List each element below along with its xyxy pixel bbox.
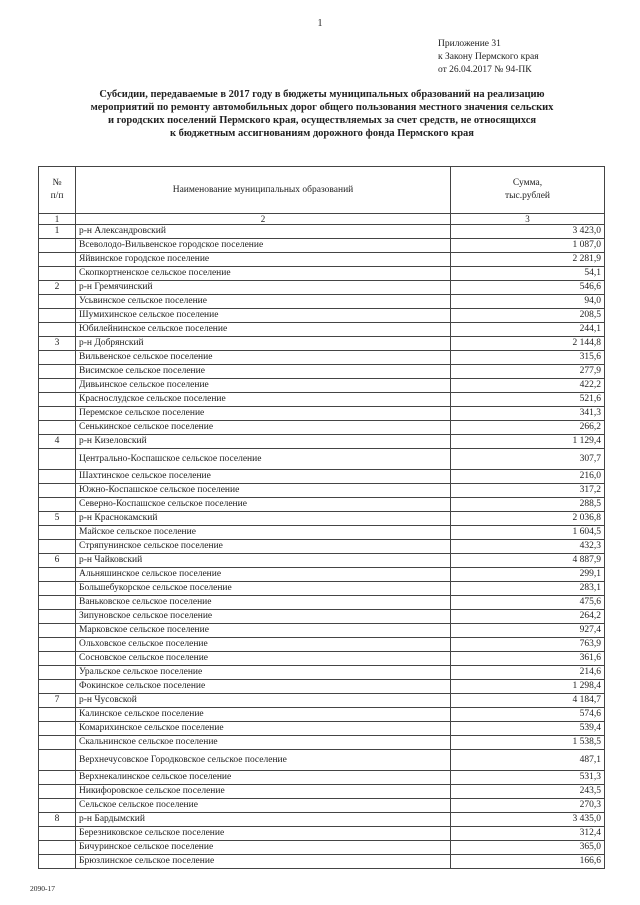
column-index-row <box>39 214 605 225</box>
header-number <box>39 167 76 214</box>
row-sum: 208,5 <box>451 309 605 323</box>
table-row <box>39 295 605 309</box>
row-sum: 264,2 <box>451 610 605 624</box>
row-sum: 54,1 <box>451 267 605 281</box>
table-row <box>39 253 605 267</box>
row-sum: 763,9 <box>451 638 605 652</box>
row-number: 4 <box>39 435 76 449</box>
row-name: Никифоровское сельское поселение <box>76 785 451 799</box>
row-number <box>39 799 76 813</box>
row-sum: 422,2 <box>451 379 605 393</box>
row-name: Перемское сельское поселение <box>76 407 451 421</box>
row-number <box>39 736 76 750</box>
row-number <box>39 827 76 841</box>
table-row <box>39 484 605 498</box>
row-name: Калинское сельское поселение <box>76 708 451 722</box>
table-row <box>39 470 605 484</box>
row-number <box>39 582 76 596</box>
row-name: Альняшинское сельское поселение <box>76 568 451 582</box>
row-sum: 1 298,4 <box>451 680 605 694</box>
row-number <box>39 750 76 771</box>
row-sum: 1 604,5 <box>451 526 605 540</box>
table-row <box>39 449 605 470</box>
subsidies-table <box>38 166 605 869</box>
table-row <box>39 813 605 827</box>
table-row <box>39 596 605 610</box>
row-sum: 531,3 <box>451 771 605 785</box>
row-sum: 4 184,7 <box>451 694 605 708</box>
row-sum: 270,3 <box>451 799 605 813</box>
table-row <box>39 379 605 393</box>
row-sum: 216,0 <box>451 470 605 484</box>
row-sum: 312,4 <box>451 827 605 841</box>
row-number <box>39 484 76 498</box>
table-row <box>39 638 605 652</box>
row-sum: 3 435,0 <box>451 813 605 827</box>
row-name: Висимское сельское поселение <box>76 365 451 379</box>
row-sum: 2 144,8 <box>451 337 605 351</box>
row-number: 5 <box>39 512 76 526</box>
appendix-note <box>438 38 539 77</box>
row-number <box>39 666 76 680</box>
table-row <box>39 407 605 421</box>
row-number: 7 <box>39 694 76 708</box>
table-row <box>39 771 605 785</box>
row-number <box>39 785 76 799</box>
row-sum: 315,6 <box>451 351 605 365</box>
row-name: Яйвинское городское поселение <box>76 253 451 267</box>
row-number: 1 <box>39 225 76 239</box>
row-sum: 166,6 <box>451 855 605 869</box>
row-name: Майское сельское поселение <box>76 526 451 540</box>
row-sum: 341,3 <box>451 407 605 421</box>
row-name: Березниковское сельское поселение <box>76 827 451 841</box>
row-sum: 307,7 <box>451 449 605 470</box>
row-name: Скопкортненское сельское поселение <box>76 267 451 281</box>
table-row <box>39 337 605 351</box>
row-number: 2 <box>39 281 76 295</box>
row-sum: 244,1 <box>451 323 605 337</box>
row-sum: 475,6 <box>451 596 605 610</box>
row-number <box>39 771 76 785</box>
row-number <box>39 624 76 638</box>
table-row <box>39 750 605 771</box>
row-sum: 243,5 <box>451 785 605 799</box>
row-sum: 214,6 <box>451 666 605 680</box>
row-number <box>39 638 76 652</box>
row-name: Всеволодо-Вильвенское городское поселение <box>76 239 451 253</box>
row-sum: 299,1 <box>451 568 605 582</box>
row-number <box>39 652 76 666</box>
table-header-row <box>39 167 605 214</box>
row-name: Зипуновское сельское поселение <box>76 610 451 624</box>
header-number-line: п/п <box>50 191 64 201</box>
row-name: Ваньковское сельское поселение <box>76 596 451 610</box>
row-number <box>39 295 76 309</box>
row-name: Скальнинское сельское поселение <box>76 736 451 750</box>
row-name: Верхнекалинское сельское поселение <box>76 771 451 785</box>
title-line: Субсидии, передаваемые в 2017 году в бюджеты муниципальных образований на реализацию <box>99 89 545 100</box>
page-number: 1 <box>317 18 323 29</box>
appendix-line: к Закону Пермского края <box>438 52 539 62</box>
row-name: Брюзлинское сельское поселение <box>76 855 451 869</box>
table-row <box>39 526 605 540</box>
table-row <box>39 512 605 526</box>
row-name: Шумихинское сельское поселение <box>76 309 451 323</box>
table-row <box>39 568 605 582</box>
row-name: р-н Александровский <box>76 225 451 239</box>
table-row <box>39 736 605 750</box>
row-number: 8 <box>39 813 76 827</box>
row-number <box>39 596 76 610</box>
row-number <box>39 393 76 407</box>
column-index: 2 <box>76 214 451 225</box>
table-row <box>39 841 605 855</box>
row-name: р-н Чусовской <box>76 694 451 708</box>
row-name: Шахтинское сельское поселение <box>76 470 451 484</box>
row-sum: 365,0 <box>451 841 605 855</box>
row-number <box>39 526 76 540</box>
row-number <box>39 323 76 337</box>
row-number: 3 <box>39 337 76 351</box>
row-number <box>39 267 76 281</box>
row-sum: 539,4 <box>451 722 605 736</box>
table-body <box>39 225 605 869</box>
table-row <box>39 582 605 596</box>
header-sum <box>451 167 605 214</box>
row-name: Усьвинское сельское поселение <box>76 295 451 309</box>
table-row <box>39 281 605 295</box>
row-name: Дивьинское сельское поселение <box>76 379 451 393</box>
table-row <box>39 540 605 554</box>
table-row <box>39 309 605 323</box>
table-row <box>39 225 605 239</box>
table-row <box>39 435 605 449</box>
row-sum: 1 129,4 <box>451 435 605 449</box>
table-row <box>39 855 605 869</box>
table-row <box>39 708 605 722</box>
row-name: Северно-Коспашское сельское поселение <box>76 498 451 512</box>
row-sum: 317,2 <box>451 484 605 498</box>
row-name: Марковское сельское поселение <box>76 624 451 638</box>
row-name: р-н Бардымский <box>76 813 451 827</box>
row-sum: 487,1 <box>451 750 605 771</box>
header-name: Наименование муниципальных образований <box>76 167 451 214</box>
column-index: 3 <box>451 214 605 225</box>
table-row <box>39 365 605 379</box>
row-number <box>39 351 76 365</box>
row-sum: 1 087,0 <box>451 239 605 253</box>
row-number <box>39 855 76 869</box>
table-row <box>39 554 605 568</box>
row-number <box>39 610 76 624</box>
row-name: Сенькинское сельское поселение <box>76 421 451 435</box>
row-sum: 574,6 <box>451 708 605 722</box>
row-name: Фокинское сельское поселение <box>76 680 451 694</box>
row-sum: 546,6 <box>451 281 605 295</box>
row-number <box>39 379 76 393</box>
row-sum: 4 887,9 <box>451 554 605 568</box>
title-line: и городских поселений Пермского края, осуществляемых за счет средств, не относящихся <box>107 115 537 126</box>
title-line: к бюджетным ассигнованиям дорожного фонда Пермского края <box>169 128 474 139</box>
row-number <box>39 365 76 379</box>
table-row <box>39 498 605 512</box>
row-name: Верхнечусовское Городковское сельское поселение <box>76 750 451 771</box>
row-number <box>39 421 76 435</box>
table-row <box>39 799 605 813</box>
table-row <box>39 323 605 337</box>
row-name: р-н Чайковский <box>76 554 451 568</box>
table-row <box>39 666 605 680</box>
table-row <box>39 393 605 407</box>
table-row <box>39 722 605 736</box>
row-number: 6 <box>39 554 76 568</box>
row-sum: 521,6 <box>451 393 605 407</box>
row-name: р-н Кизеловский <box>76 435 451 449</box>
row-name: р-н Гремячинский <box>76 281 451 295</box>
row-name: Сельское сельское поселение <box>76 799 451 813</box>
table-row <box>39 680 605 694</box>
row-name: Стряпунинское сельское поселение <box>76 540 451 554</box>
row-sum: 2 036,8 <box>451 512 605 526</box>
row-number <box>39 253 76 267</box>
row-number <box>39 722 76 736</box>
row-sum: 2 281,9 <box>451 253 605 267</box>
row-name: Большебукорское сельское поселение <box>76 582 451 596</box>
row-number <box>39 239 76 253</box>
table-row <box>39 624 605 638</box>
appendix-line: Приложение 31 <box>438 39 501 49</box>
header-number-line: № <box>52 178 62 188</box>
row-sum: 927,4 <box>451 624 605 638</box>
row-number <box>39 540 76 554</box>
row-sum: 361,6 <box>451 652 605 666</box>
column-index: 1 <box>39 214 76 225</box>
row-number <box>39 309 76 323</box>
table-row <box>39 694 605 708</box>
row-sum: 288,5 <box>451 498 605 512</box>
footer-code: 2090-17 <box>30 884 55 893</box>
row-name: Уральское сельское поселение <box>76 666 451 680</box>
table-row <box>39 239 605 253</box>
header-sum-line: тыс.рублей <box>504 191 550 201</box>
table-row <box>39 267 605 281</box>
row-sum: 277,9 <box>451 365 605 379</box>
row-sum: 283,1 <box>451 582 605 596</box>
row-sum: 266,2 <box>451 421 605 435</box>
row-name: Ольховское сельское поселение <box>76 638 451 652</box>
row-number <box>39 680 76 694</box>
document-title <box>52 88 592 140</box>
title-line: мероприятий по ремонту автомобильных дорог общего пользования местного значения сельских <box>90 102 554 113</box>
row-sum: 94,0 <box>451 295 605 309</box>
row-sum: 3 423,0 <box>451 225 605 239</box>
table-row <box>39 351 605 365</box>
table-row <box>39 421 605 435</box>
row-name: Сосновское сельское поселение <box>76 652 451 666</box>
table-row <box>39 827 605 841</box>
row-number <box>39 449 76 470</box>
row-number <box>39 498 76 512</box>
table-row <box>39 652 605 666</box>
row-name: Вильвенское сельское поселение <box>76 351 451 365</box>
header-sum-line: Сумма, <box>512 178 543 188</box>
row-number <box>39 407 76 421</box>
row-name: Комарихинское сельское поселение <box>76 722 451 736</box>
row-sum: 432,3 <box>451 540 605 554</box>
row-sum: 1 538,5 <box>451 736 605 750</box>
row-name: р-н Добрянский <box>76 337 451 351</box>
row-number <box>39 568 76 582</box>
table-row <box>39 610 605 624</box>
table-row <box>39 785 605 799</box>
row-number <box>39 708 76 722</box>
row-name: Бичуринское сельское поселение <box>76 841 451 855</box>
row-number <box>39 841 76 855</box>
row-name: Краснослудское сельское поселение <box>76 393 451 407</box>
row-number <box>39 470 76 484</box>
row-name: Юбилейнинское сельское поселение <box>76 323 451 337</box>
row-name: р-н Краснокамский <box>76 512 451 526</box>
appendix-line: от 26.04.2017 № 94-ПК <box>438 65 532 75</box>
row-name: Центрально-Коспашское сельское поселение <box>76 449 451 470</box>
row-name: Южно-Коспашское сельское поселение <box>76 484 451 498</box>
